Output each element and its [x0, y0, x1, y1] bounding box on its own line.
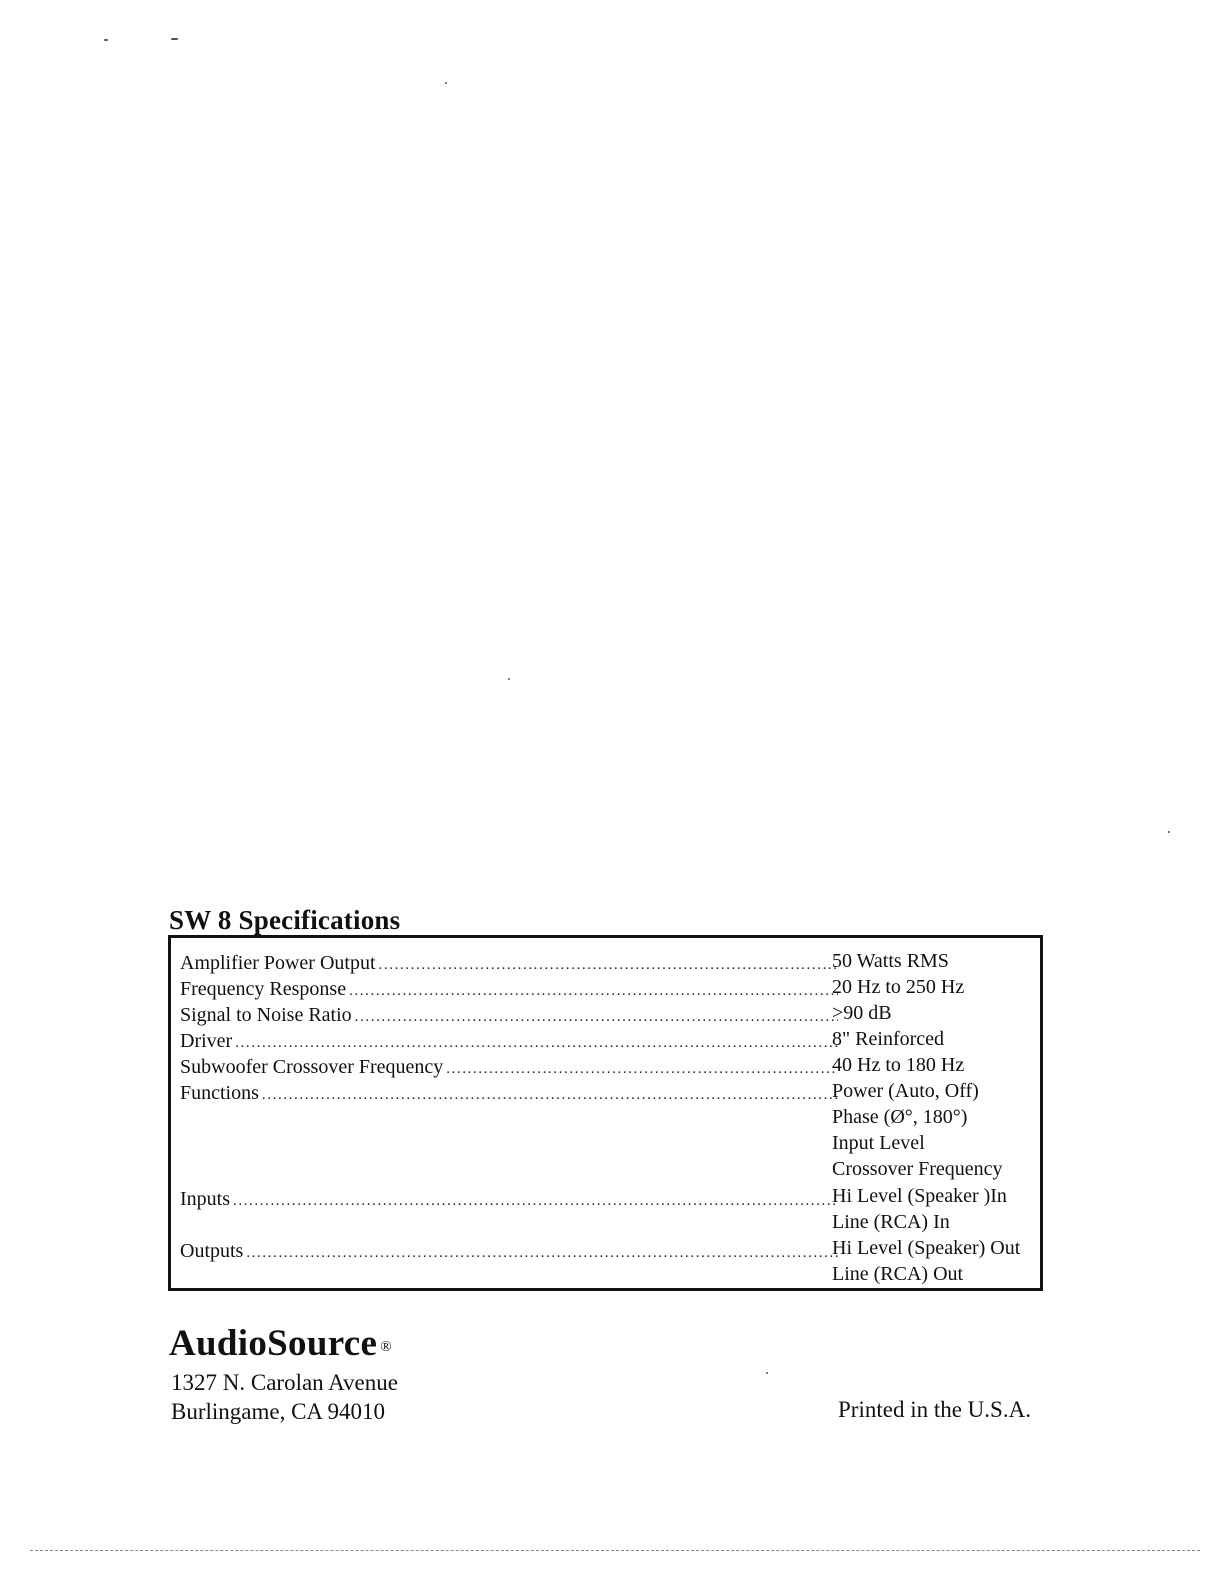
registered-mark: ®	[380, 1339, 392, 1355]
spec-label: Subwoofer Crossover Frequency	[180, 1056, 444, 1078]
spec-row	[180, 1186, 838, 1212]
dot-leader	[235, 1030, 838, 1056]
spec-table	[168, 935, 1043, 1291]
spec-label: Functions	[180, 1082, 259, 1104]
dot-leader	[262, 1082, 838, 1108]
spec-row	[180, 1054, 838, 1080]
spec-label: Outputs	[180, 1240, 244, 1262]
spec-value: Hi Level (Speaker )In	[832, 1185, 1007, 1207]
scan-speck	[1168, 831, 1170, 833]
scan-speck	[171, 38, 178, 40]
spec-label: Inputs	[180, 1188, 230, 1210]
brand-name: AudioSource	[169, 1323, 378, 1364]
spec-value: 50 Watts RMS	[832, 950, 949, 972]
spec-label: Signal to Noise Ratio	[180, 1004, 352, 1026]
brand-logo	[169, 1322, 392, 1369]
dot-leader	[233, 1188, 838, 1214]
dot-leader	[379, 952, 838, 978]
spec-value: 20 Hz to 250 Hz	[832, 976, 965, 998]
dot-leader	[355, 1004, 838, 1030]
dot-leader	[349, 978, 838, 1004]
spec-row	[180, 1238, 838, 1264]
spec-value: Power (Auto, Off)	[832, 1080, 979, 1102]
spec-row	[180, 976, 838, 1002]
spec-value: Hi Level (Speaker) Out	[832, 1237, 1021, 1259]
spec-value: Input Level	[832, 1132, 925, 1154]
spec-value: 40 Hz to 180 Hz	[832, 1054, 965, 1076]
scan-speck	[766, 1372, 768, 1374]
spec-label: Amplifier Power Output	[180, 952, 376, 974]
scan-speck	[508, 678, 510, 680]
spec-row	[180, 1028, 838, 1054]
scan-edge-line	[30, 1550, 1200, 1551]
spec-row	[180, 1080, 838, 1106]
spec-row	[180, 950, 838, 976]
spec-value: Line (RCA) In	[832, 1211, 950, 1233]
spec-value: Line (RCA) Out	[832, 1263, 964, 1285]
spec-value: Crossover Frequency	[832, 1158, 1003, 1180]
address-line-2: Burlingame, CA 94010	[171, 1399, 386, 1424]
spec-value: 8" Reinforced	[832, 1028, 945, 1050]
spec-label: Frequency Response	[180, 978, 347, 1000]
scan-speck	[445, 82, 447, 84]
spec-label: Driver	[180, 1030, 233, 1052]
spec-value: Phase (Ø°, 180°)	[832, 1106, 968, 1128]
scan-speck	[104, 39, 108, 41]
dot-leader	[246, 1240, 838, 1266]
spec-row	[180, 1002, 838, 1028]
spec-value: >90 dB	[832, 1002, 892, 1024]
address-line-1: 1327 N. Carolan Avenue	[171, 1370, 398, 1395]
spec-title: SW 8 Specifications	[169, 905, 401, 935]
dot-leader	[446, 1056, 838, 1082]
printed-in-label: Printed in the U.S.A.	[838, 1397, 1031, 1422]
